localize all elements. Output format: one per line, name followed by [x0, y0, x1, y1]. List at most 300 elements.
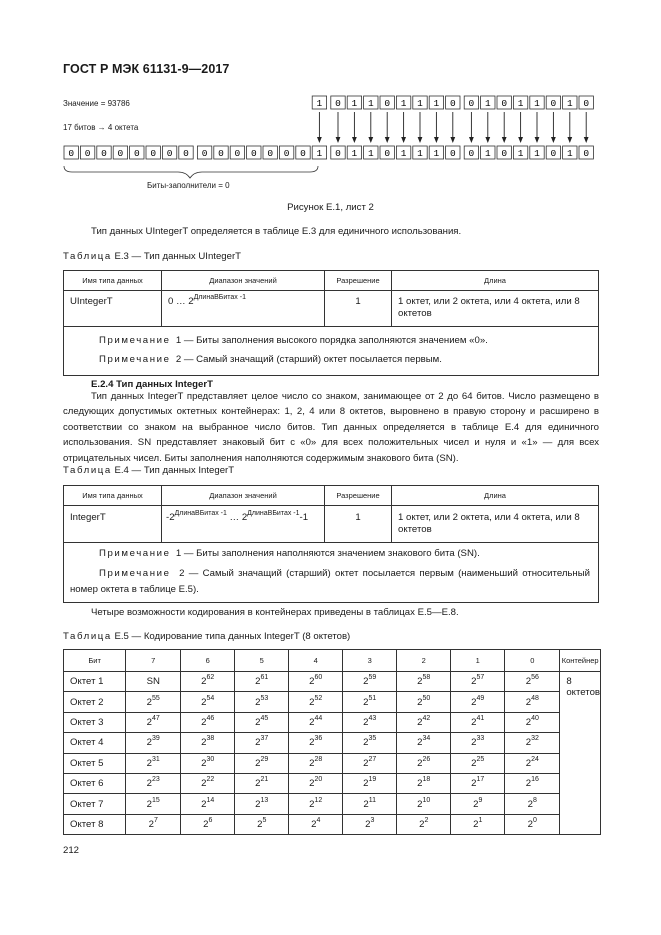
power-base: 2: [146, 716, 153, 728]
bit-cell: [343, 814, 397, 834]
note-label: Примечание: [99, 548, 171, 559]
bit-cell: [397, 753, 451, 773]
power-base: 2: [201, 778, 207, 790]
header-cell: 6: [181, 650, 235, 672]
power-exponent: 44: [314, 714, 323, 722]
bit-cell: [181, 814, 235, 834]
resolution-cell: 1: [325, 506, 392, 543]
power-exponent: 52: [314, 694, 323, 702]
power-base: 2: [417, 716, 423, 728]
source-bit-row: [312, 96, 593, 109]
power-exponent: 15: [152, 796, 160, 804]
packed-bit-digit: 0: [250, 147, 257, 159]
power-exponent: 39: [152, 735, 160, 743]
packed-bit-digit: 0: [300, 147, 306, 159]
arrow-head: [469, 137, 474, 143]
bit-cell: [451, 672, 505, 692]
packed-bit-digit: 0: [550, 147, 557, 159]
header-cell: Диапазон значений: [162, 486, 325, 506]
power-exponent: 59: [368, 674, 377, 682]
notes-row: [64, 543, 599, 603]
power-base: 2: [201, 757, 207, 769]
packed-bit-digit: 0: [583, 147, 590, 159]
power-exponent: 58: [422, 674, 431, 682]
arrow-head: [368, 137, 373, 143]
table5-caption-prefix: Таблица: [63, 631, 112, 642]
power-base: 2: [525, 696, 532, 708]
header-cell: 4: [289, 650, 343, 672]
power-base: 2: [471, 778, 477, 790]
power-base: 2: [148, 818, 154, 830]
power-base: 2: [471, 757, 477, 769]
packed-bit-digit: 1: [417, 147, 423, 159]
bit-cell: [235, 672, 289, 692]
power-base: 2: [255, 696, 261, 708]
power-exponent: 26: [422, 755, 431, 763]
power-exponent: 19: [368, 776, 377, 784]
power-exponent: 9: [478, 796, 483, 804]
power-base: 2: [417, 798, 423, 810]
source-bit-digit: 1: [400, 97, 407, 109]
packed-bit-digit: 0: [117, 147, 124, 159]
bit-cell: [397, 794, 451, 814]
table4-caption: [63, 463, 234, 478]
packed-bit-digit: 0: [468, 147, 475, 159]
bit-packing-diagram: [60, 92, 605, 192]
power-exponent: 10: [422, 796, 431, 804]
header-cell: 7: [126, 650, 181, 672]
arrow-head: [317, 137, 322, 143]
arrow-head: [518, 137, 523, 143]
packed-bit-digit: 0: [166, 147, 173, 159]
bit-cell: [505, 692, 560, 712]
power-base: 2: [309, 798, 315, 810]
bit-cell: [397, 672, 451, 692]
packed-bit-digit: 0: [234, 147, 241, 159]
octet-label: Октет 7: [64, 794, 126, 814]
packed-bit-digit: 0: [201, 147, 208, 159]
bit-cell: [505, 712, 560, 732]
bit-cell: [181, 753, 235, 773]
table4-caption-text: Е.4 — Тип данных IntegerT: [111, 465, 235, 476]
table3-caption-text: Е.3 — Тип данных UIntegerT: [111, 251, 242, 262]
mapping-arrows: [317, 112, 589, 143]
bit-cell: [126, 733, 181, 753]
packed-bit-digit: 0: [101, 147, 107, 159]
note-text: 2 — Самый значащий (старший) октет посылается первым (наименьший относительный номер октета в таблице Е.5).: [70, 568, 590, 595]
arrow-head: [450, 137, 455, 143]
power-base: 2: [146, 798, 153, 810]
figure-bits-label: 17 битов → 4 октета: [63, 123, 139, 132]
type-name-cell: IntegerT: [64, 506, 162, 543]
power-exponent: 12: [314, 796, 323, 804]
power-exponent: 6: [208, 816, 213, 824]
power-exponent: 1: [478, 816, 483, 824]
type-name-cell: UIntegerT: [64, 291, 162, 327]
power-exponent: 51: [368, 694, 377, 702]
power-exponent: 50: [422, 694, 431, 702]
arrow-head: [385, 137, 390, 143]
bit-cell: [505, 753, 560, 773]
power-base: 2: [146, 778, 153, 790]
table4-caption-prefix: Таблица: [63, 465, 112, 476]
power-exponent: 8: [533, 796, 537, 804]
power-base: 2: [255, 676, 261, 688]
octet-label: Октет 5: [64, 753, 126, 773]
packed-bit-digit: 0: [84, 147, 91, 159]
power-exponent: 31: [152, 755, 160, 763]
power-base: 2: [146, 757, 153, 769]
arrow-head: [485, 137, 490, 143]
power-exponent: 22: [206, 776, 215, 784]
table-row: [64, 733, 601, 753]
power-exponent: 7: [153, 816, 158, 824]
range-min: -2: [166, 512, 175, 523]
table-e3: [63, 270, 599, 376]
octet-label: Октет 1: [64, 672, 126, 692]
bit-cell: [289, 814, 343, 834]
arrow-head: [352, 137, 357, 143]
bit-cell: [451, 773, 505, 793]
table-row: [64, 794, 601, 814]
power-exponent: 60: [314, 674, 323, 682]
bit-cell: [235, 773, 289, 793]
power-base: 2: [471, 737, 477, 749]
page-number: 212: [63, 845, 80, 856]
power-exponent: 2: [424, 816, 429, 824]
packed-bit-digit: 1: [484, 147, 491, 159]
arrow-head: [584, 137, 589, 143]
power-base: 2: [146, 737, 153, 749]
power-base: 2: [363, 737, 369, 749]
bit-cell: [343, 733, 397, 753]
table-row: [64, 712, 601, 732]
notes-cell: [64, 327, 599, 376]
power-base: 2: [417, 737, 423, 749]
bit-cell: [126, 814, 181, 834]
power-exponent: 36: [314, 735, 323, 743]
power-base: 2: [417, 778, 423, 790]
power-exponent: 47: [152, 714, 160, 722]
bit-cell: [181, 712, 235, 732]
power-base: 2: [255, 737, 261, 749]
octet-label: Октет 4: [64, 733, 126, 753]
power-exponent: 11: [368, 796, 377, 804]
filler-bits-label: Биты-заполнители = 0: [147, 181, 230, 190]
bit-cell: [289, 712, 343, 732]
figure-value-label: Значение = 93786: [63, 99, 130, 108]
power-exponent: 32: [531, 735, 539, 743]
packed-bit-digit: 1: [566, 147, 573, 159]
source-bit-digit: 1: [351, 97, 358, 109]
bit-cell: [235, 733, 289, 753]
power-exponent: 24: [531, 755, 539, 763]
note-text: 2 — Самый значащий (старший) октет посылается первым.: [175, 354, 442, 365]
bit-cell: [397, 712, 451, 732]
power-exponent: 38: [206, 735, 215, 743]
table-row: [64, 672, 601, 692]
power-exponent: 57: [476, 674, 485, 682]
octet-label: Октет 6: [64, 773, 126, 793]
header-cell: Имя типа данных: [64, 271, 162, 291]
bit-cell: [289, 692, 343, 712]
paragraph-uintegert: Тип данных UIntegerT определяется в таблице Е.3 для единичного использования.: [91, 226, 462, 237]
arrow-head: [336, 137, 341, 143]
power-base: 2: [201, 798, 207, 810]
power-exponent: 41: [476, 714, 485, 722]
power-base: 2: [309, 716, 315, 728]
power-base: 2: [257, 818, 263, 830]
octet-label: Октет 3: [64, 712, 126, 732]
table-row: [64, 773, 601, 793]
power-base: 2: [309, 676, 315, 688]
power-base: 2: [471, 716, 477, 728]
power-base: 2: [419, 818, 425, 830]
bit-cell: [126, 692, 181, 712]
power-exponent: 13: [260, 796, 269, 804]
power-base: 2: [417, 676, 423, 688]
power-exponent: 46: [206, 714, 215, 722]
bit-cell: [289, 672, 343, 692]
container-cell: 8 октетов: [560, 672, 601, 835]
source-bit-digit: 1: [367, 97, 374, 109]
power-base: 2: [363, 757, 369, 769]
bit-cell: [235, 794, 289, 814]
document-header: ГОСТ Р МЭК 61131-9—2017: [63, 62, 230, 76]
bit-cell: [343, 712, 397, 732]
header-cell: Имя типа данных: [64, 486, 162, 506]
note-1: [99, 331, 598, 350]
notes-row: [64, 327, 599, 376]
table5-caption: [63, 629, 350, 644]
source-bit-digit: 1: [566, 97, 573, 109]
bit-cell: SN: [126, 672, 181, 692]
arrow-head: [418, 137, 423, 143]
header-cell: 0: [505, 650, 560, 672]
bit-cell: [343, 794, 397, 814]
power-exponent: 61: [260, 674, 269, 682]
source-bit-digit: 1: [484, 97, 491, 109]
range-base: 0 … 2: [168, 296, 194, 307]
power-exponent: 18: [422, 776, 431, 784]
range-cell: [162, 291, 325, 327]
power-base: 2: [255, 798, 261, 810]
bit-cell: [505, 814, 560, 834]
bit-cell: [451, 692, 505, 712]
power-base: 2: [365, 818, 371, 830]
packed-bit-digit: 0: [267, 147, 274, 159]
power-exponent: 5: [262, 816, 267, 824]
power-base: 2: [363, 798, 369, 810]
length-cell: 1 октет, или 2 октета, или 4 октета, или 8 октетов: [392, 506, 599, 543]
power-base: 2: [527, 798, 533, 810]
power-exponent: 40: [531, 714, 539, 722]
power-base: 2: [473, 818, 479, 830]
power-exponent: 3: [370, 816, 375, 824]
power-base: 2: [363, 716, 369, 728]
range-exponent: ДлинаВБитах -1: [193, 294, 246, 301]
resolution-cell: 1: [325, 291, 392, 327]
bit-cell: [181, 773, 235, 793]
power-base: 2: [309, 696, 315, 708]
packed-bit-digit: 1: [400, 147, 407, 159]
arrow-head: [401, 137, 406, 143]
power-base: 2: [417, 757, 423, 769]
header-cell: Длина: [392, 271, 599, 291]
note-label: Примечание: [99, 354, 171, 365]
note-text: 1 — Биты заполнения наполняются значением знакового бита (SN).: [175, 548, 480, 559]
bit-cell: [505, 794, 560, 814]
table-row: [64, 692, 601, 712]
source-bit-digit: 0: [501, 97, 508, 109]
table-header-row: [64, 271, 599, 291]
bit-cell: [126, 753, 181, 773]
power-base: 2: [471, 696, 477, 708]
power-exponent: 27: [368, 755, 377, 763]
note-2: [99, 350, 598, 369]
table-e5: [63, 649, 601, 835]
bit-cell: [235, 753, 289, 773]
table-row: [64, 753, 601, 773]
power-exponent: 23: [152, 776, 160, 784]
power-base: 2: [201, 696, 207, 708]
bit-cell: [235, 712, 289, 732]
filler-brace: [64, 166, 318, 178]
bit-cell: [289, 794, 343, 814]
table5-caption-text: Е.5 — Кодирование типа данных IntegerT (8 октетов): [111, 631, 351, 642]
bit-cell: [343, 692, 397, 712]
power-base: 2: [363, 696, 369, 708]
power-exponent: 4: [316, 816, 321, 824]
power-base: 2: [309, 757, 315, 769]
table-e4: [63, 485, 599, 603]
header-cell: Бит: [64, 650, 126, 672]
bit-cell: [289, 733, 343, 753]
bit-cell: [505, 672, 560, 692]
bit-cell: [289, 773, 343, 793]
bit-cell: [451, 814, 505, 834]
power-base: 2: [471, 676, 477, 688]
power-base: 2: [417, 696, 423, 708]
bit-cell: [343, 773, 397, 793]
range-max-exponent: ДлинаВБитах -1: [247, 510, 300, 517]
power-exponent: 48: [531, 694, 539, 702]
power-base: 2: [146, 696, 153, 708]
power-base: 2: [473, 798, 479, 810]
source-bit-digit: 1: [316, 97, 323, 109]
section-heading: Е.2.4 Тип данных IntegerT: [91, 379, 213, 390]
power-exponent: 62: [206, 674, 215, 682]
power-exponent: 53: [260, 694, 269, 702]
packed-bit-digit: 1: [517, 147, 524, 159]
header-cell: 2: [397, 650, 451, 672]
paragraph-encoding: Четыре возможности кодирования в контейнерах приведены в таблицах Е.5—Е.8.: [91, 607, 459, 618]
octet-label: Октет 2: [64, 692, 126, 712]
bit-cell: [181, 672, 235, 692]
bit-cell: [397, 733, 451, 753]
header-cell: 1: [451, 650, 505, 672]
note-2: [70, 566, 590, 597]
table3-caption: [63, 249, 241, 264]
power-base: 2: [255, 778, 261, 790]
table-header-row: [64, 650, 601, 672]
power-base: 2: [525, 716, 532, 728]
bit-cell: [126, 794, 181, 814]
power-exponent: 37: [260, 735, 269, 743]
source-bit-digit: 1: [517, 97, 524, 109]
packed-bit-digit: 0: [501, 147, 508, 159]
note-label: Примечание: [99, 568, 171, 580]
power-exponent: 34: [422, 735, 431, 743]
source-bit-digit: 0: [468, 97, 475, 109]
power-exponent: 21: [260, 776, 269, 784]
range-max: … 2: [226, 512, 248, 523]
power-base: 2: [201, 716, 207, 728]
range-cell: [162, 506, 325, 543]
power-base: 2: [255, 716, 261, 728]
note-text: 1 — Биты заполнения высокого порядка заполняются значением «0».: [175, 335, 488, 346]
power-base: 2: [525, 778, 532, 790]
power-base: 2: [201, 737, 207, 749]
bit-cell: [397, 773, 451, 793]
arrow-head: [535, 137, 540, 143]
power-base: 2: [201, 676, 207, 688]
arrow-head: [551, 137, 556, 143]
note-1: [70, 546, 590, 561]
source-bit-digit: 0: [384, 97, 391, 109]
packed-bit-digit: 1: [367, 147, 374, 159]
source-bit-digit: 1: [534, 97, 540, 109]
power-base: 2: [525, 676, 532, 688]
power-exponent: 16: [531, 776, 539, 784]
power-exponent: 35: [368, 735, 377, 743]
power-base: 2: [525, 737, 532, 749]
power-exponent: 54: [206, 694, 215, 702]
packed-bit-digit: 1: [316, 147, 323, 159]
header-cell: Контейнер: [560, 650, 601, 672]
bit-cell: [289, 753, 343, 773]
packed-bit-row: [64, 146, 593, 159]
table-row: [64, 291, 599, 327]
power-base: 2: [203, 818, 209, 830]
table-row: [64, 814, 601, 834]
packed-bit-digit: 0: [283, 147, 290, 159]
range-max-offset: -1: [299, 512, 309, 523]
power-exponent: 25: [476, 755, 485, 763]
bit-cell: [451, 753, 505, 773]
power-exponent: 45: [260, 714, 269, 722]
packed-bit-digit: 0: [218, 147, 224, 159]
power-exponent: 49: [476, 694, 485, 702]
bit-cell: [451, 794, 505, 814]
power-exponent: 0: [533, 816, 537, 824]
power-base: 2: [525, 757, 532, 769]
packed-bit-digit: 0: [335, 147, 341, 159]
bit-cell: [343, 672, 397, 692]
power-exponent: 33: [476, 735, 485, 743]
figure-caption: Рисунок Е.1, лист 2: [287, 202, 374, 213]
power-exponent: 43: [368, 714, 377, 722]
source-bit-digit: 0: [449, 97, 456, 109]
power-exponent: 28: [314, 755, 323, 763]
bit-cell: [451, 733, 505, 753]
source-bit-digit: 1: [433, 97, 440, 109]
note-label: Примечание: [99, 335, 171, 346]
arrow-head: [567, 137, 572, 143]
packed-bit-digit: 1: [351, 147, 358, 159]
arrow-head: [502, 137, 507, 143]
header-cell: 5: [235, 650, 289, 672]
